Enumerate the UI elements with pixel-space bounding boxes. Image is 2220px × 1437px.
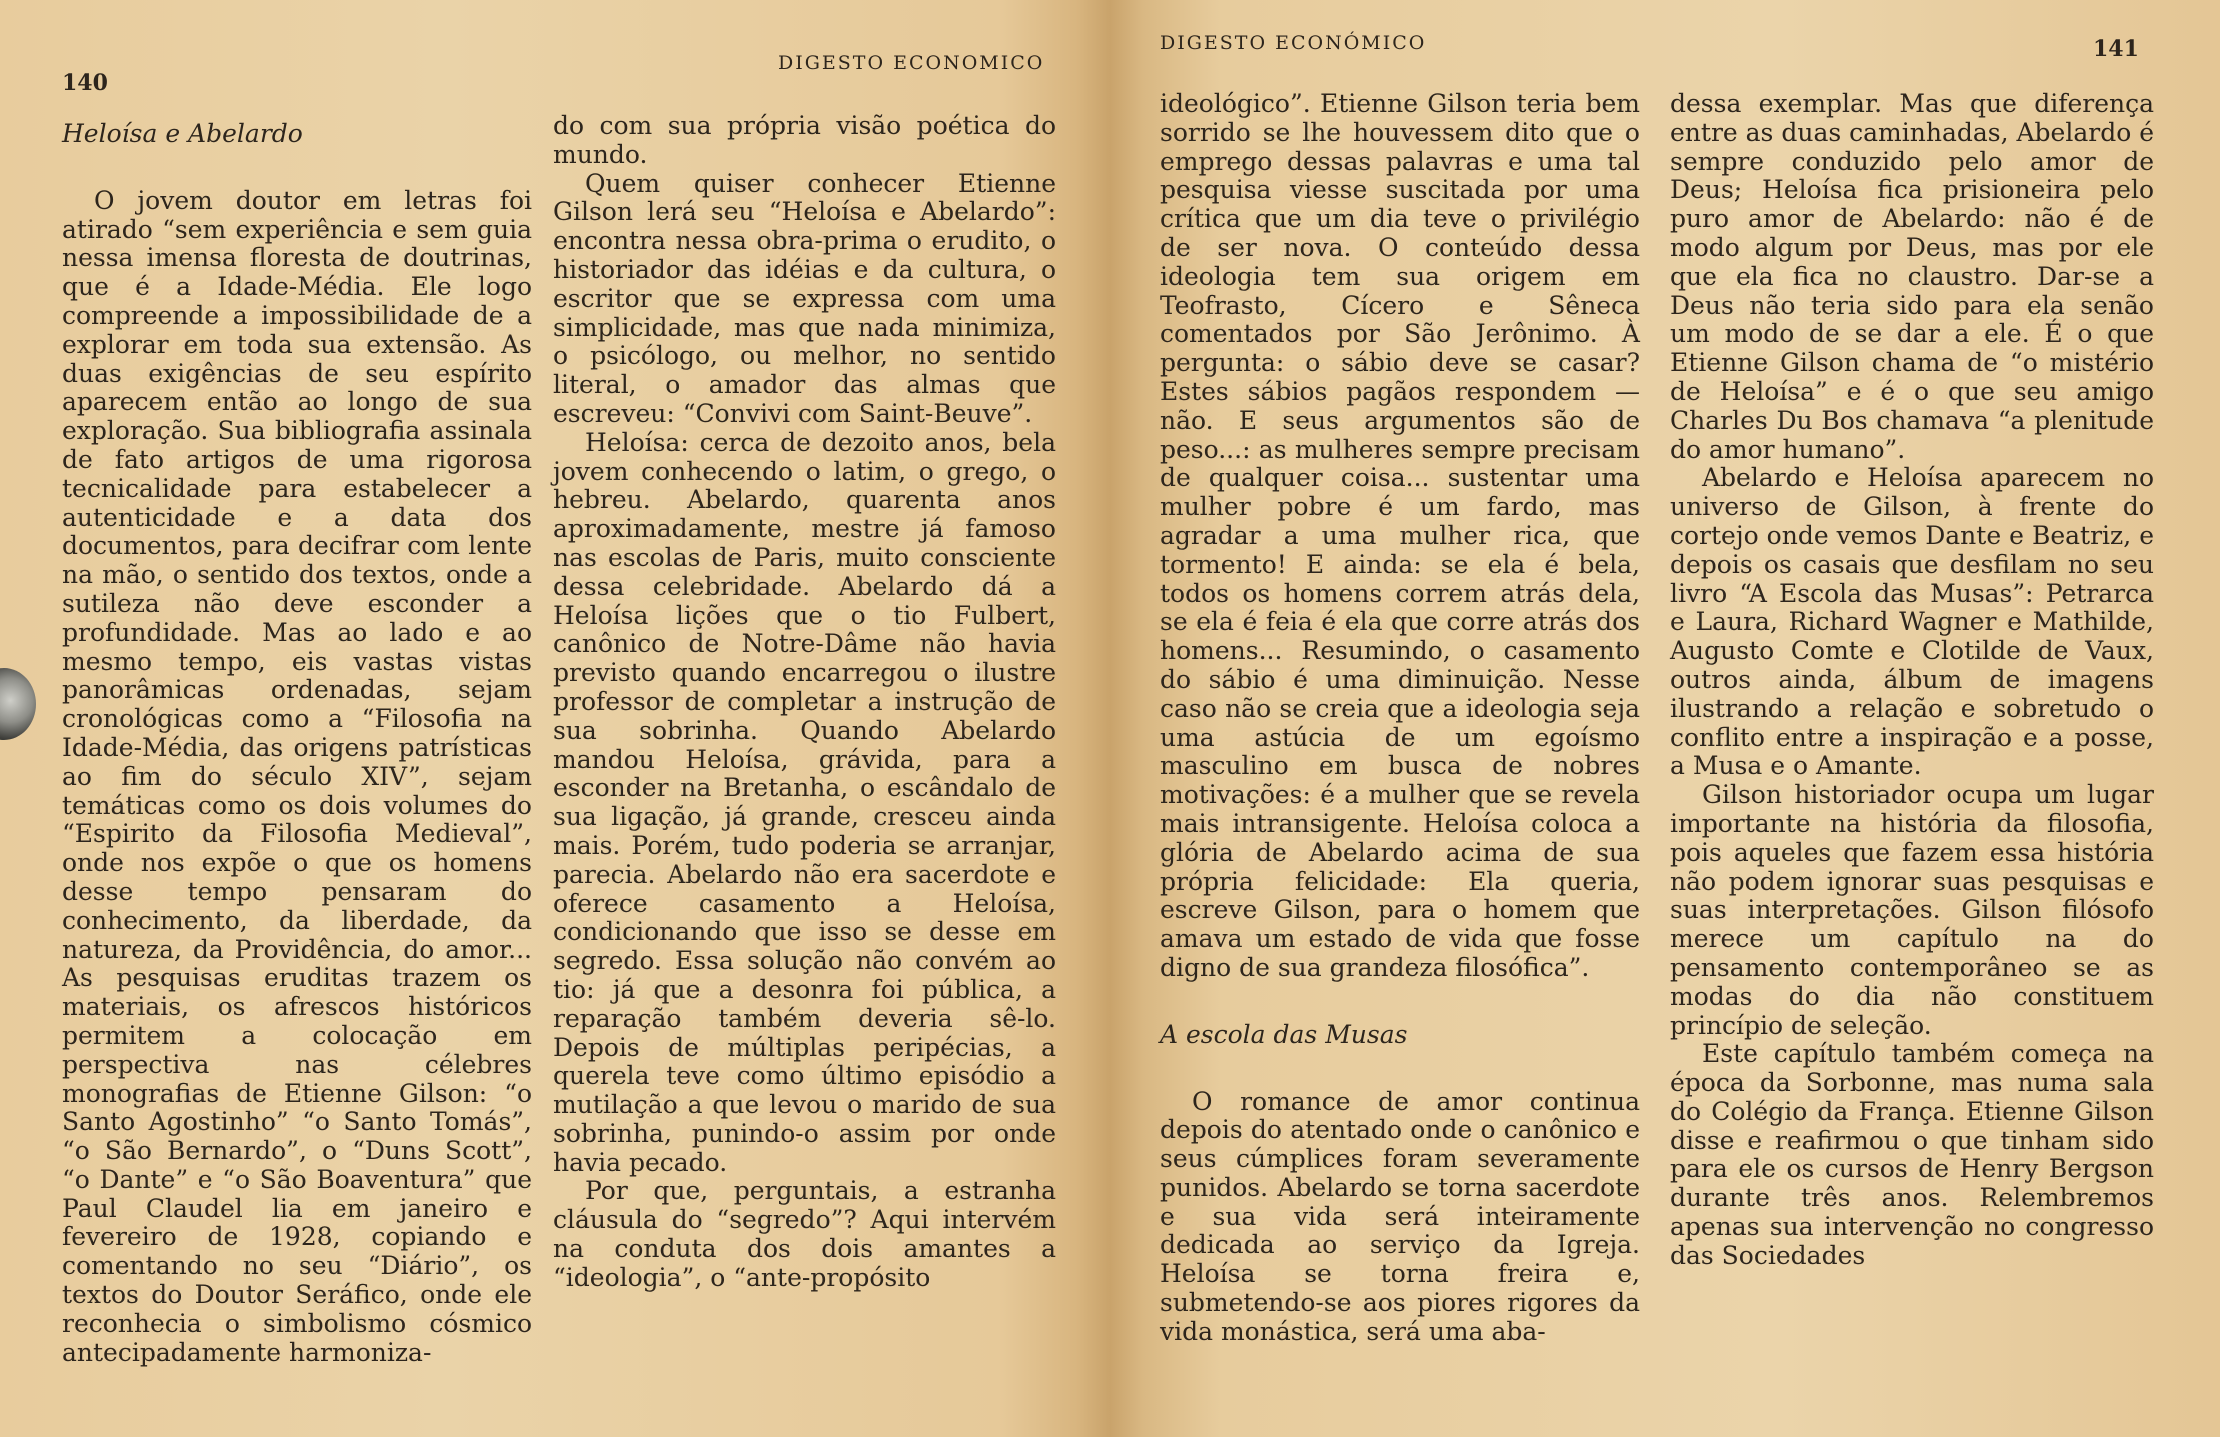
section-title-escola-das-musas: A escola das Musas bbox=[1160, 1019, 1408, 1049]
paragraph: do com sua própria visão poética do mundo. bbox=[553, 111, 1056, 169]
right-page-number: 141 bbox=[2093, 36, 2139, 62]
paragraph: ideológico”. Etienne Gilson teria bem sorrido se lhe houvessem dito que o emprego dessas palavras e uma tal pesquisa viesse suscitada por uma crítica que um dia teve o privilégio de ser nova. O conteúdo dessa ideologia tem sua origem em Teofrasto, Cícero e Sêneca comentados por São Jerônimo. À pergunta: o sábio deve se casar? Estes sábios pagãos respondem — não. E seus argumentos são de peso...: as mulheres sempre precisam de qualquer coisa... sustentar uma mulher pobre é um fardo, mas agradar a uma mulher rica, que tormento! E ainda: se ela é bela, todos os homens correm atrás dela, se ela é feia é ela que corre atrás dos homens... Resumindo, o casamento do sábio é uma diminuição. Nesse caso não se creia que a ideologia seja uma astúcia de um egoísmo masculino em busca de nobres motivações: é a mulher que se revela mais intransigente. Heloísa coloca a glória de Abelardo acima de sua própria felicidade: Ela queria, escreve Gilson, para o homem que amava um estado de vida que fosse digno de sua grandeza filosófica”. bbox=[1160, 89, 1640, 982]
binding-hole bbox=[0, 668, 36, 740]
right-column-2 bbox=[1670, 90, 2154, 1271]
paragraph: Por que, perguntais, a estranha cláusula do “segredo”? Aqui intervém na conduta dos dois amantes a “ideologia”, o “ante-propósito bbox=[553, 1176, 1056, 1292]
paragraph: dessa exemplar. Mas que diferença entre as duas caminhadas, Abelardo é sempre conduzido pelo amor de Deus; Heloísa fica prisioneira pelo puro amor de Abelardo: não é de modo algum por Deus, mas por ele que ela fica no claustro. Dar-se a Deus não teria sido para ela senão um modo de se dar a ele. É o que Etienne Gilson chama de “o mistério de Heloísa” e é o que seu amigo Charles Du Bos chamava “a plenitude do amor humano”. bbox=[1670, 89, 2154, 464]
paragraph: Gilson historiador ocupa um lugar importante na história da filosofia, pois aqueles que fazem essa história não podem ignorar suas pesquisas e suas interpretações. Gilson filósofo merece um capítulo na do pensamento contemporâneo se as modas do dia não constituem princípio de seleção. bbox=[1670, 780, 2154, 1040]
right-page bbox=[1110, 0, 2220, 1437]
left-column-2 bbox=[553, 112, 1056, 1293]
paragraph: Abelardo e Heloísa aparecem no universo de Gilson, à frente do cortejo onde vemos Dante e Beatriz, e depois os casais que desfilam no seu livro “A Escola das Musas”: Petrarca e Laura, Richard Wagner e Mathilde, Augusto Comte e Clotilde de Vaux, outros ainda, álbum de imagens ilustrando a relação e sobretudo o conflito entre a inspiração e a posse, a Musa e o Amante. bbox=[1670, 463, 2154, 781]
paragraph: O jovem doutor em letras foi atirado “sem experiência e sem guia nessa imensa floresta de doutrinas, que é a Idade-Média. Ele logo compreende a impossibilidade de a explorar em toda sua extensão. As duas exigências de seu espírito aparecem então ao longo de sua exploração. Sua bibliografia assinala de fato artigos de uma rigorosa tecnicalidade para estabelecer a autenticidade e a data dos documentos, para decifrar com lente na mão, o sentido dos textos, onde a sutileza não deve esconder a profundidade. Mas ao lado e ao mesmo tempo, eis vastas vistas panorâmicas ordenadas, sejam cronológicas como a “Filosofia na Idade-Média, das origens patrísticas ao fim do século XIV”, sejam temáticas como os dois volumes do “Espirito da Filosofia Medieval”, onde nos expõe o que os homens desse tempo pensaram do conhecimento, da liberdade, da natureza, da Providência, do amor... As pesquisas eruditas trazem os materiais, os afrescos históricos permitem a colocação em perspectiva nas célebres monografias de Etienne Gilson: “o Santo Agostinho” “o Santo Tomás”, “o São Bernardo”, o “Duns Scott”, “o Dante” e “o São Boaventura” que Paul Claudel lia em janeiro e fevereiro de 1928, copiando e comentando no seu “Diário”, os textos do Doutor Seráfico, onde ele reconhecia o simbolismo cósmico antecipadamente harmoniza- bbox=[62, 185, 532, 1367]
paragraph: Quem quiser conhecer Etienne Gilson lerá seu “Heloísa e Abelardo”: encontra nessa obra-prima o erudito, o historiador das idéias e da cultura, o escritor que se expressa com uma simplicidade, mas que nada minimiza, o psicólogo, ou melhor, no sentido literal, o amador das almas que escreveu: “Convivi com Saint-Beuve”. bbox=[553, 168, 1056, 428]
left-page-number: 140 bbox=[62, 70, 108, 96]
right-column-1 bbox=[1160, 90, 1640, 1347]
left-running-head: DIGESTO ECONOMICO bbox=[778, 52, 1045, 74]
paragraph: O romance de amor continua depois do atentado onde o canônico e seus cúmplices foram severamente punidos. Abelardo se torna sacerdote e sua vida será inteiramente dedicada ao serviço da Igreja. Heloísa se torna freira e, submetendo-se aos piores rigores da vida monástica, será uma aba- bbox=[1160, 1086, 1640, 1346]
right-running-head: DIGESTO ECONÓMICO bbox=[1160, 32, 1427, 54]
left-column-1 bbox=[62, 120, 532, 1367]
section-title-heloisa: Heloísa e Abelardo bbox=[62, 119, 303, 148]
paragraph: Este capítulo também começa na época da Sorbonne, mas numa sala do Colégio da França. Etienne Gilson disse e reafirmou o que tinham sido para ele os cursos de Henry Bergson durante três anos. Relembremos apenas sua intervenção no congresso das Sociedades bbox=[1670, 1039, 2154, 1270]
paragraph: Heloísa: cerca de dezoito anos, bela jovem conhecendo o latim, o grego, o hebreu. Abelardo, quarenta anos aproximadamente, mestre já famoso nas escolas de Paris, muito consciente dessa celebridade. Abelardo dá a Heloísa lições que o tio Fulbert, canônico de Notre-Dâme não havia previsto quando encarregou o ilustre professor de completar a instrução de sua sobrinha. Quando Abelardo mandou Heloísa, grávida, para a esconder na Bretanha, o escândalo de sua ligação, já grande, cresceu ainda mais. Porém, tudo poderia se arranjar, parecia. Abelardo não era sacerdote e oferece casamento a Heloísa, condicionando que isso se desse em segredo. Essa solução não convém ao tio: já que a desonra foi pública, a reparação também deveria sê-lo. Depois de múltiplas peripécias, a querela teve como último episódio a mutilação a que levou o marido de sua sobrinha, punindo-o assim por onde havia pecado. bbox=[553, 427, 1056, 1177]
